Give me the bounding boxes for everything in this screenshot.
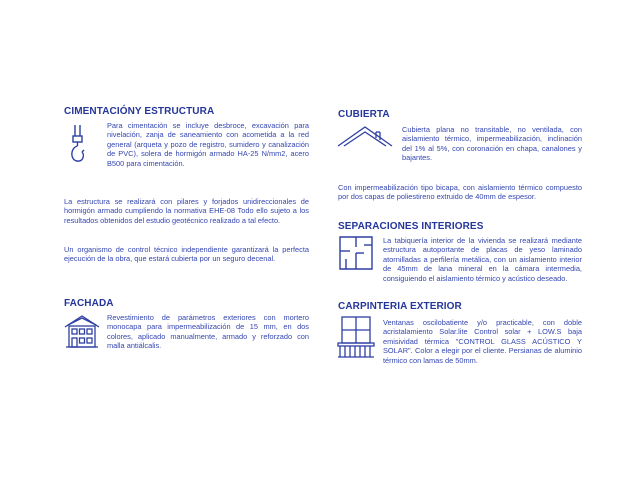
cubierta-title: CUBIERTA: [338, 109, 390, 120]
cubierta-paragraph-1: Cubierta plana no transitable, no ventilada, con aislamiento térmico, impermeabilización, inclinación del 1% al 5%, con coronación en chapa, canalones y bajantes.: [402, 125, 582, 163]
cimentacion-paragraph-2: La estructura se realizará con pilares y forjados unidireccionales de hormigón armado cumpliendo la normativa EHE-08 Todo ello sujeto a los resultados obtenidos del estudio geotécnico realizado a tal efecto.: [64, 197, 309, 225]
cubierta-paragraph-2: Con impermeabilización tipo bicapa, con aislamiento térmico compuesto por dos capas de poliestireno extruido de 40mm de espesor.: [338, 183, 582, 202]
separaciones-title: SEPARACIONES INTERIORES: [338, 221, 484, 232]
cimentacion-paragraph-1: Para cimentación se incluye desbroce, excavación para nivelación, zanja de saneamiento con acometida a la red general (arqueta y pozo de registro, sumidero y canalización de PVC), solera de hormigón armado HA-25 N/mm2, acero B500 para cimentación.: [107, 121, 309, 168]
cimentacion-paragraph-3: Un organismo de control técnico independiente garantizará la perfecta ejecución de la obra, que estará cubierta por un seguro decenal.: [64, 245, 309, 264]
floor-plan-icon: [338, 235, 374, 271]
carpinteria-paragraph-1: Ventanas oscilobatiente y/o practicable, con doble acristalamiento Solar.lite Control solar + LOW.S baja emisividad térmica "CONTROL GLASS ACÚSTICO Y SOLAR". Color a elegir por el cliente. Persianas de aluminio térmico con lamas de 50mm.: [383, 318, 582, 365]
fachada-title: FACHADA: [64, 298, 114, 309]
house-facade-icon: [63, 313, 101, 349]
cimentacion-title: CIMENTACIÓNY ESTRUCTURA: [64, 106, 215, 117]
roof-icon: [336, 124, 394, 150]
carpinteria-title: CARPINTERIA EXTERIOR: [338, 301, 462, 312]
fachada-paragraph-1: Revestimiento de parámetros exteriores con mortero monocapa para impermeabilización de 15 mm, en dos colores, aplicado manualmente, armado y reforzado con malla antiálcalis.: [107, 313, 309, 351]
separaciones-paragraph-1: La tabiquería interior de la vivienda se realizará mediante estructura autoportante de placas de yeso laminado atornilladas a perfilería metálica, con un aislamiento interior de 45mm de lana mineral en la cámara intermedia, consiguiendo el aislamiento térmico y acústico deseado.: [383, 236, 582, 283]
crane-hook-icon: [66, 124, 90, 166]
window-balcony-icon: [336, 315, 376, 359]
